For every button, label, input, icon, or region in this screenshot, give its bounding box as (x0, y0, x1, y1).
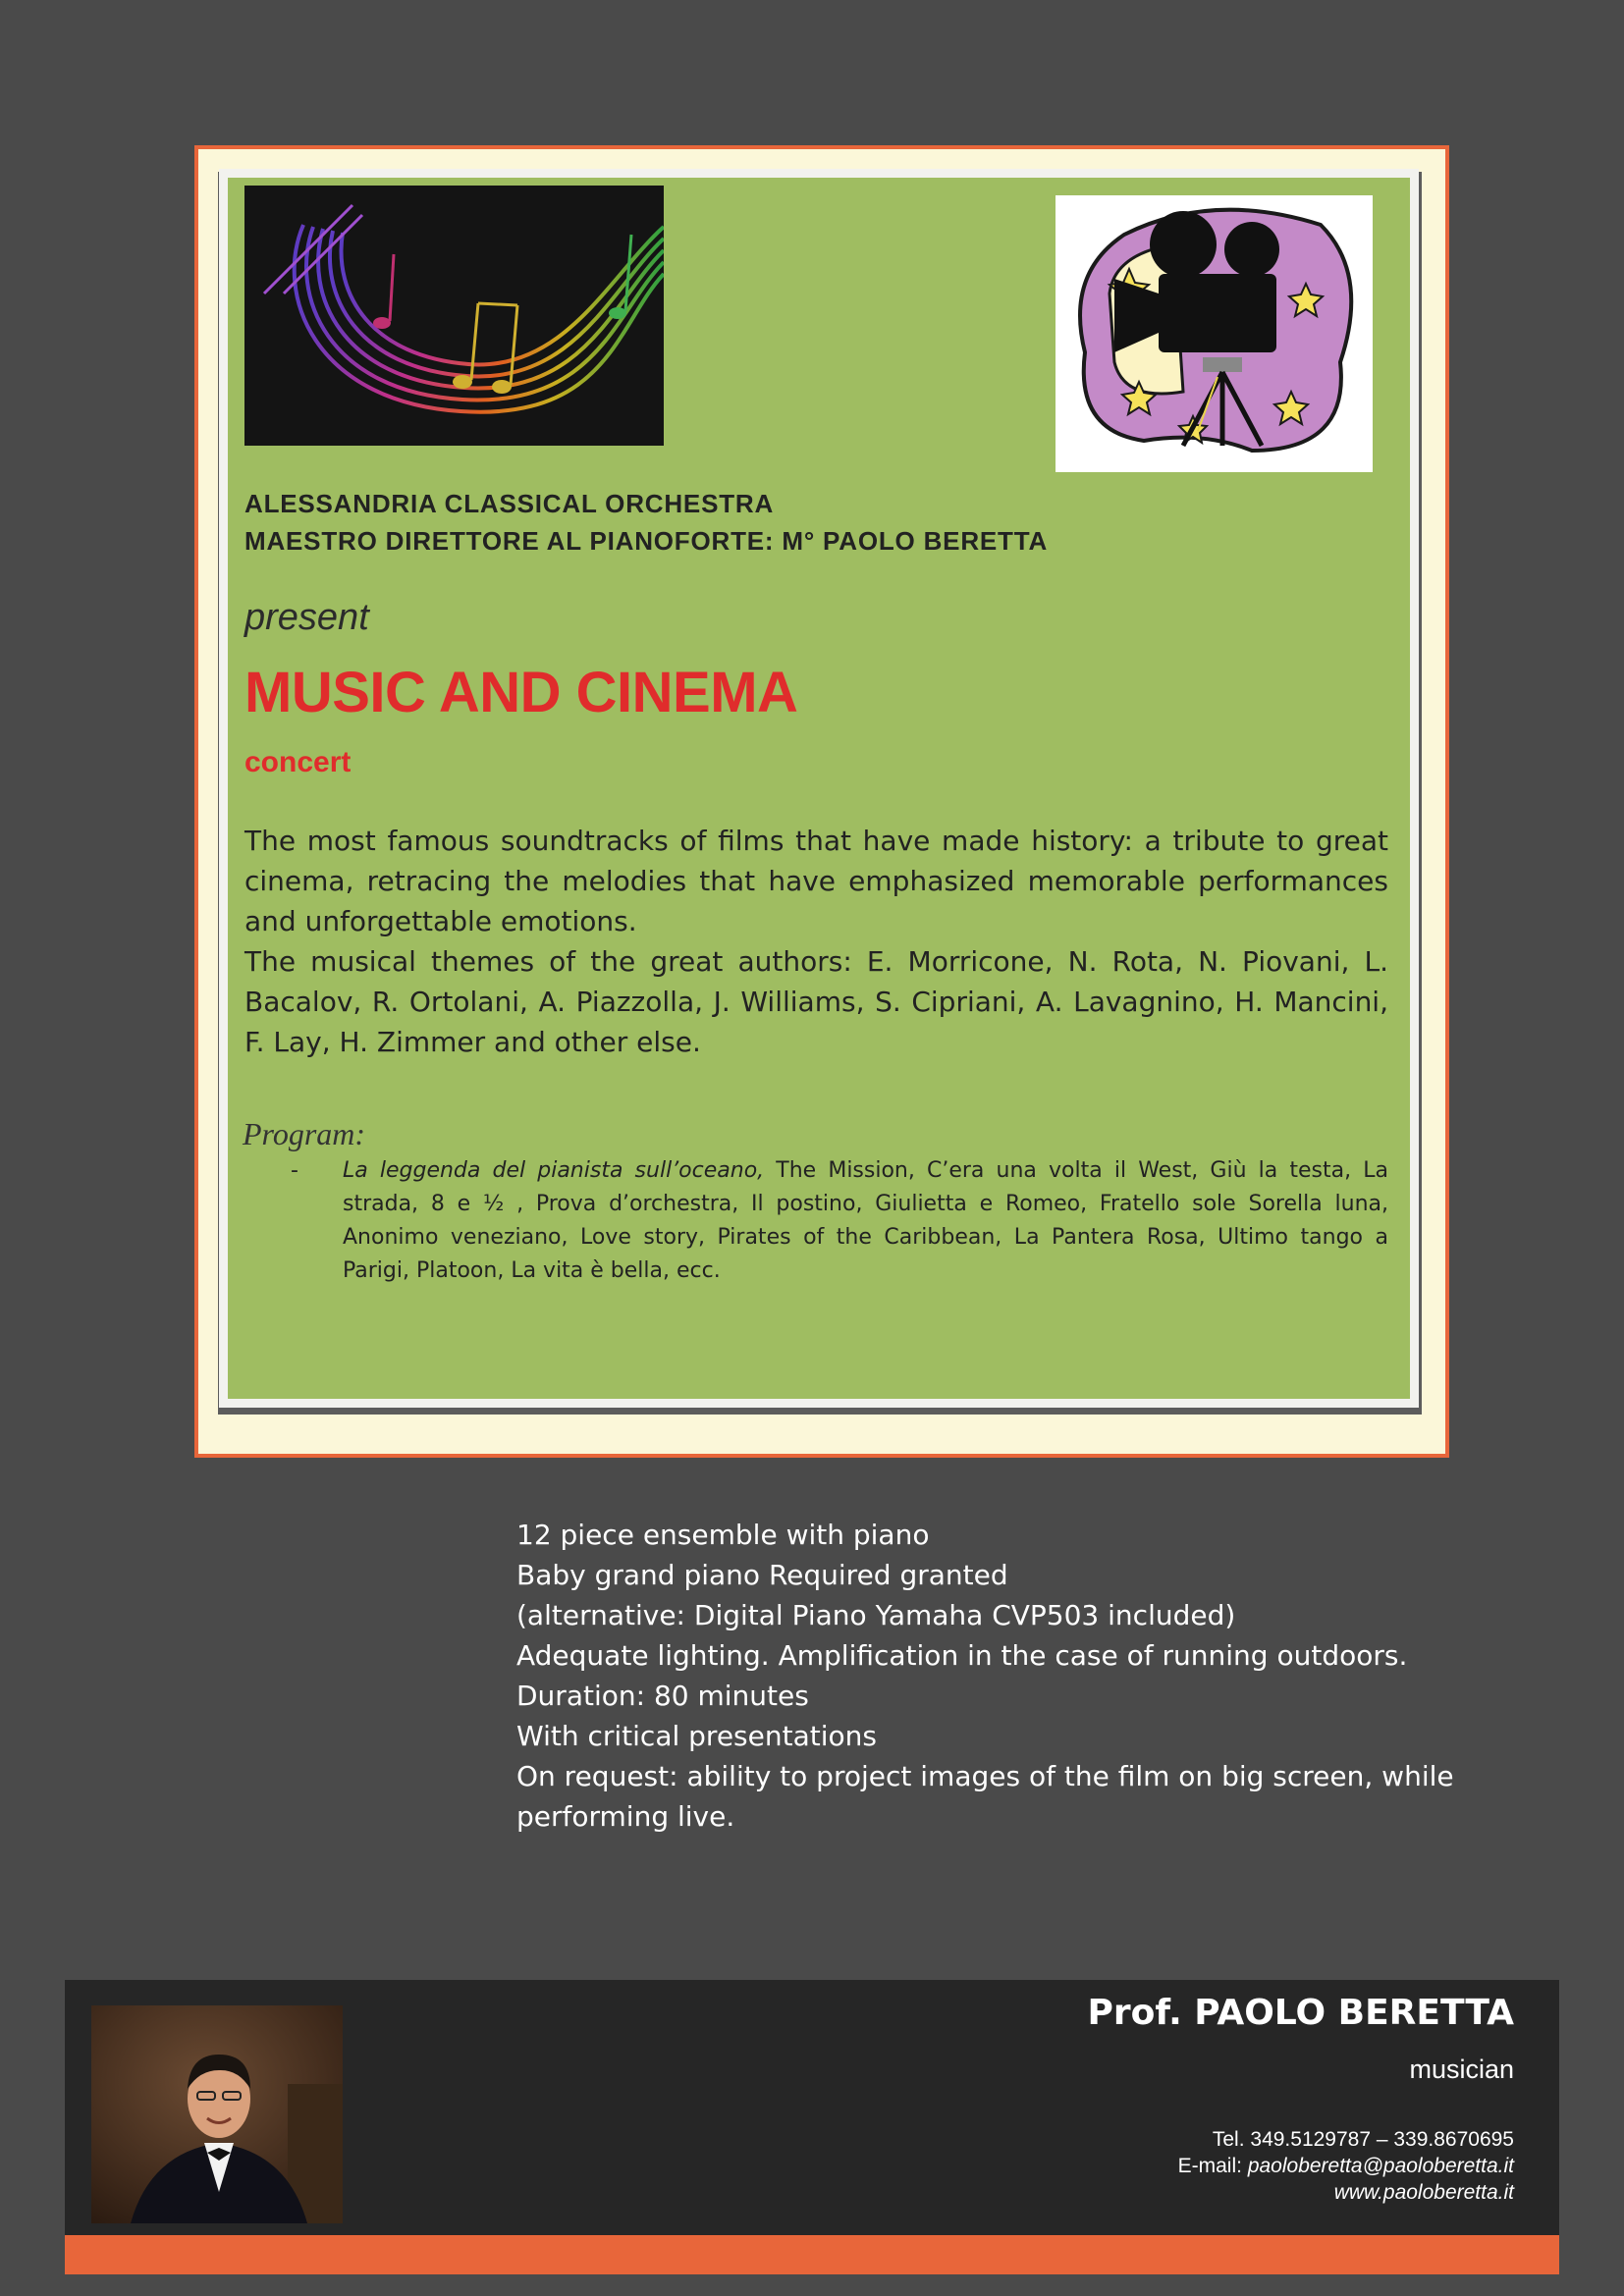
concert-title: MUSIC AND CINEMA (244, 661, 798, 724)
program-label: Program: (243, 1116, 366, 1151)
description-paragraph: The musical themes of the great authors: E. Morricone, N. Rota, N. Piovani, L. Bacalov, R. Ortolani, A. Piazzolla, J. Williams, S. Cipriani, A. Lavagnino, H. Mancini, F. Lay, H. Zimmer and other else. (244, 945, 1388, 1058)
spec-line: Adequate lighting. Amplification in the case of running outdoors. (516, 1639, 1408, 1672)
movie-camera-image (1056, 195, 1373, 472)
present-label: present (244, 597, 369, 638)
footer-accent-bar (65, 2235, 1559, 2274)
conductor-line: MAESTRO DIRETTORE AL PIANOFORTE: M° PAOLO BERETTA (244, 526, 1049, 556)
list-bullet: - (291, 1158, 298, 1183)
spec-line: (alternative: Digital Piano Yamaha CVP503 included) (516, 1599, 1236, 1631)
spec-line: performing live. (516, 1800, 735, 1833)
footer-website (1334, 2181, 1514, 2205)
concert-description (244, 821, 1388, 1062)
footer-email (1178, 2155, 1514, 2178)
orchestra-name: ALESSANDRIA CLASSICAL ORCHESTRA (244, 489, 775, 518)
program-first-title: La leggenda del pianista sull’oceano, (343, 1158, 765, 1183)
spec-line: 12 piece ensemble with piano (516, 1519, 930, 1551)
spec-line: Duration: 80 minutes (516, 1680, 809, 1712)
technical-specs (516, 1515, 1459, 1837)
program-list (291, 1154, 1388, 1288)
concert-subtitle: concert (244, 746, 352, 778)
email-label: E-mail: (1177, 2155, 1248, 2177)
footer-phone: Tel. 349.5129787 – 339.8670695 (1212, 2128, 1514, 2151)
website-link[interactable]: www.paoloberetta.it (1333, 2181, 1514, 2204)
email-address[interactable]: paoloberetta@paoloberetta.it (1247, 2155, 1514, 2177)
spec-line: On request: ability to project images of the film on big screen, while (516, 1760, 1454, 1792)
footer-role: musician (1409, 2055, 1514, 2084)
spec-line: Baby grand piano Required granted (516, 1559, 1008, 1591)
music-notes-image (244, 186, 664, 446)
portrait-photo (91, 2005, 343, 2223)
program-other-titles: The Mission, C’era una volta il West, Giù la testa, La strada, 8 e ½ , Prova d’orchestra, Il postino, Giulietta e Romeo, Fratello sole Sorella luna, Anonimo veneziano, Love story, Pirates of the Caribbean, La Pantera Rosa, Ultimo tango a Parigi, Platoon, La vita è bella, ecc. (343, 1158, 1388, 1283)
program-items (343, 1154, 1388, 1288)
spec-line: With critical presentations (516, 1720, 877, 1752)
footer-name: Prof. PAOLO BERETTA (1087, 1993, 1514, 2033)
description-paragraph: The most famous soundtracks of films that have made history: a tribute to great cinema, retracing the melodies that have emphasized memorable performances and unforgettable emotions. (244, 825, 1388, 937)
